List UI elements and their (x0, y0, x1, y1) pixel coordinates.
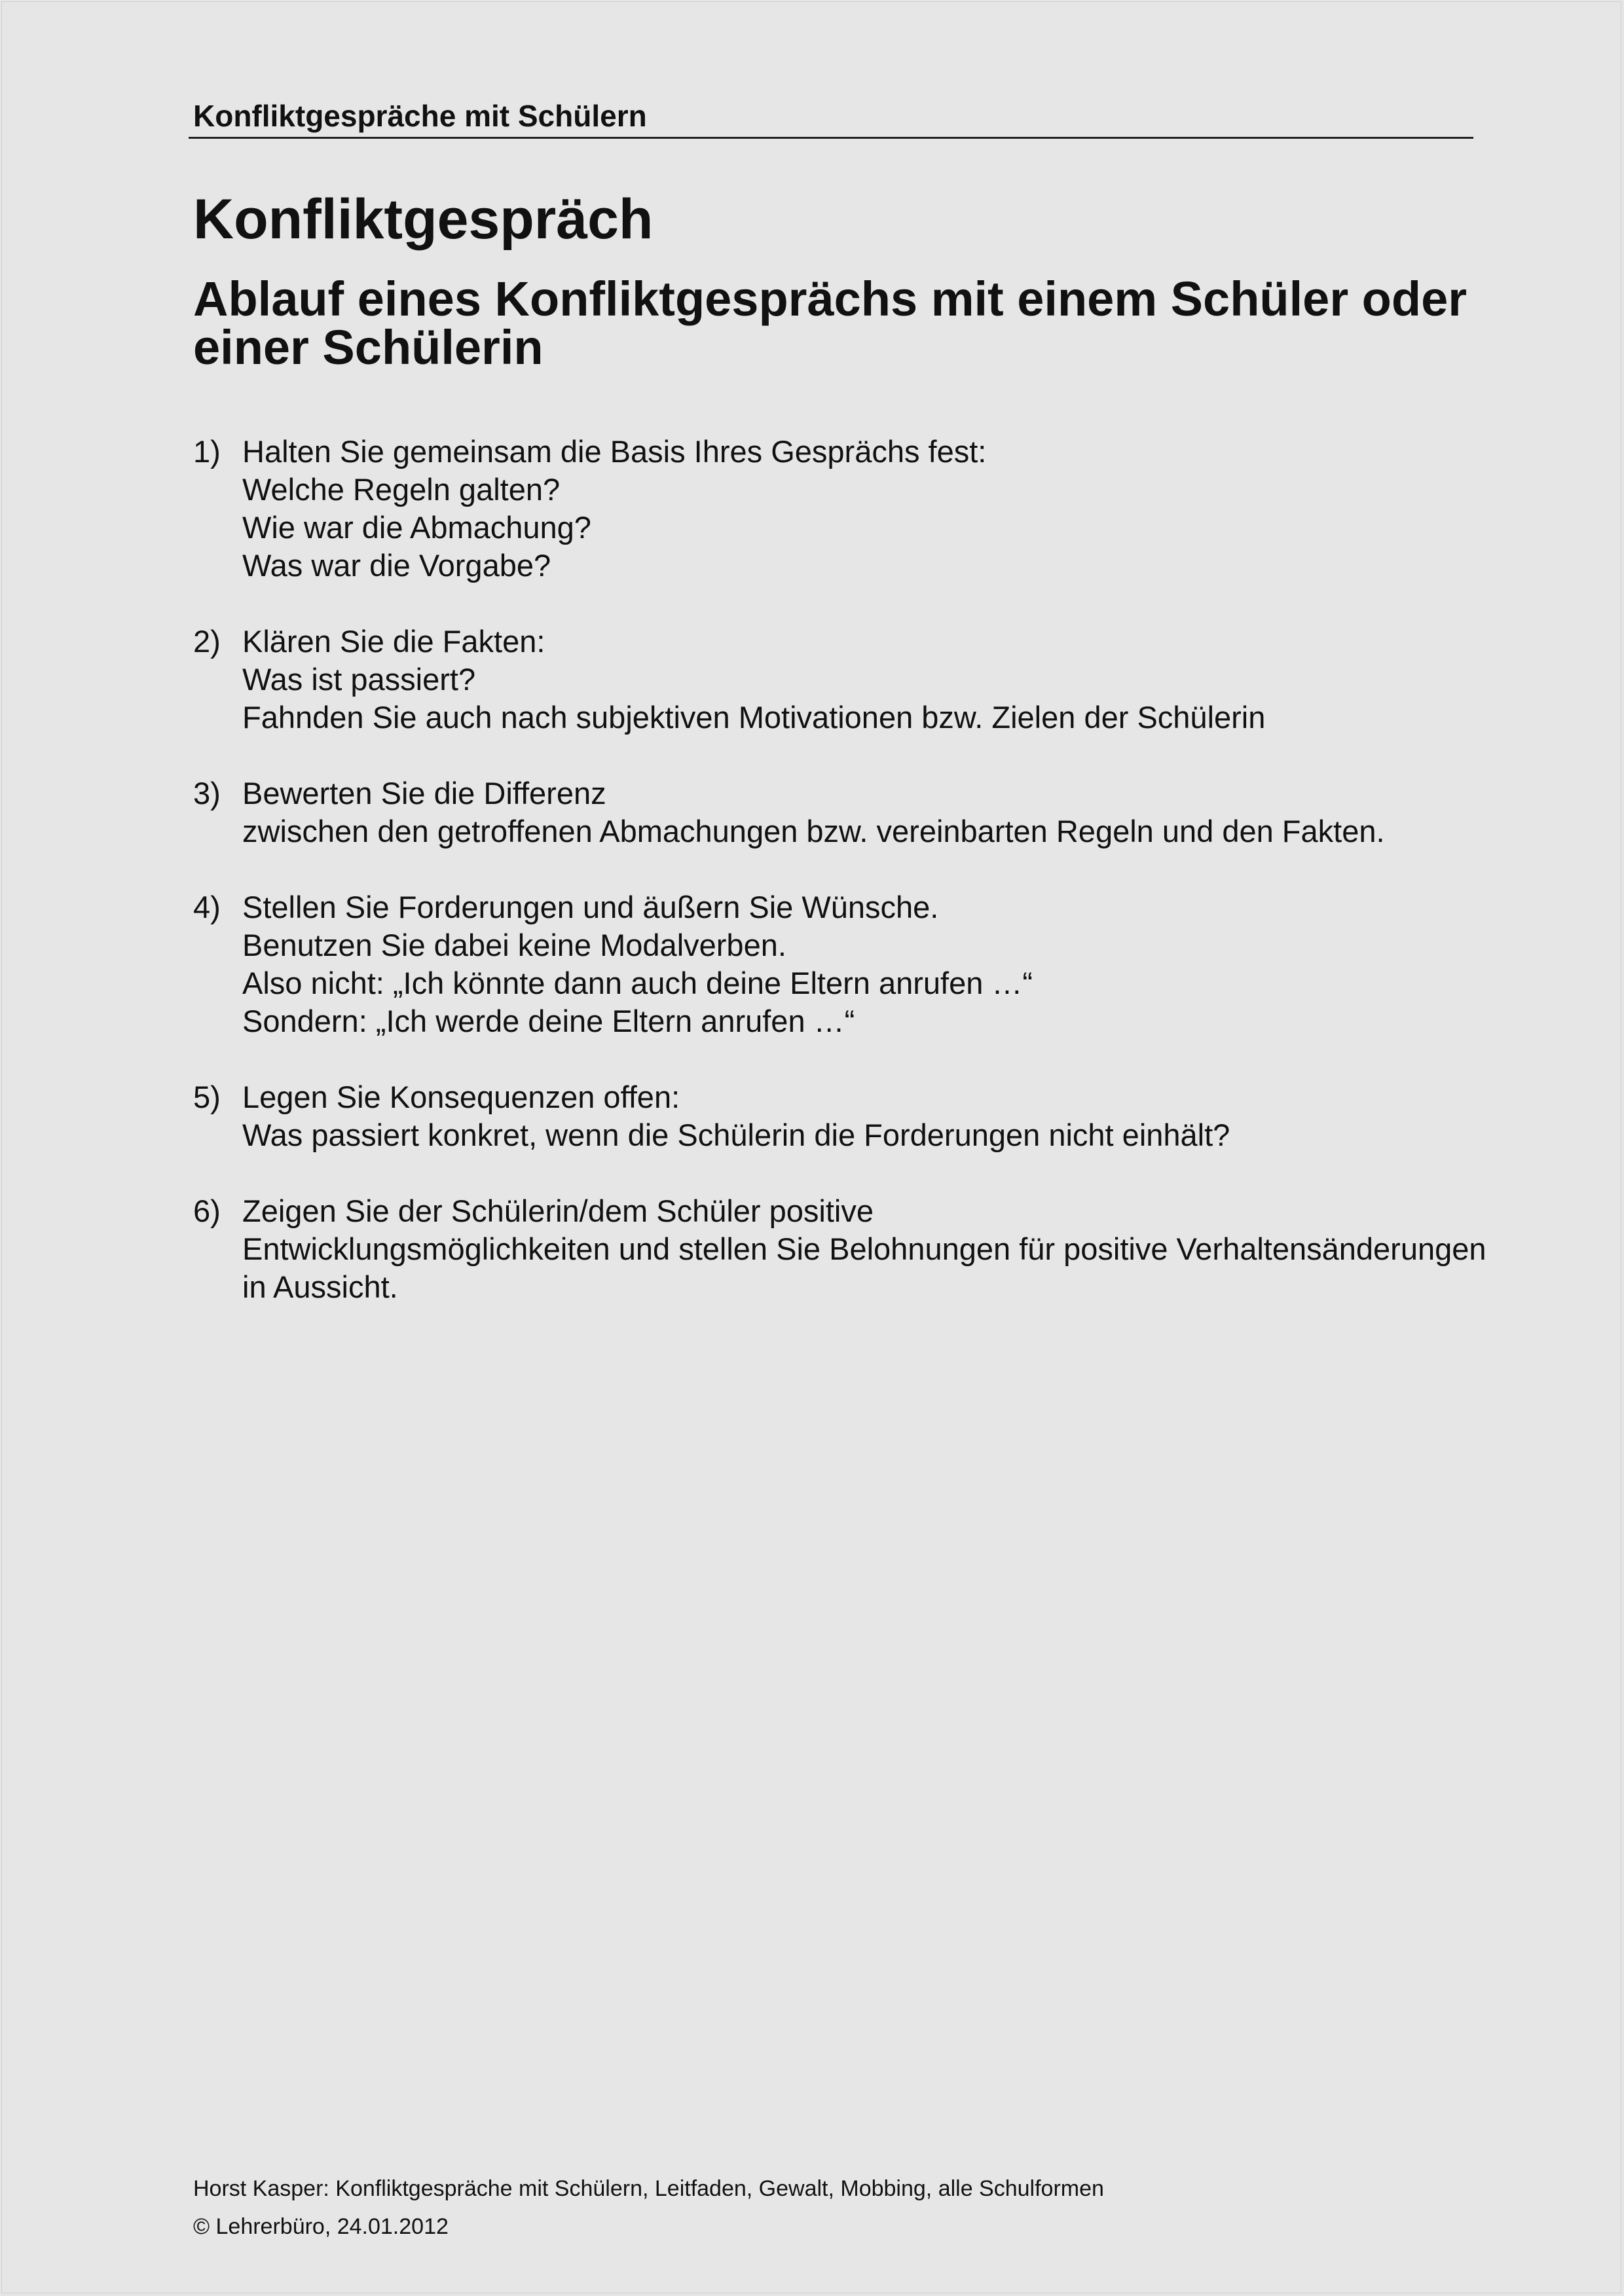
document-subtitle: Ablauf eines Konfliktgesprächs mit einem Schüler oder einer Schülerin (193, 272, 1467, 374)
footer-source: Horst Kasper: Konfliktgespräche mit Schülern, Leitfaden, Gewalt, Mobbing, alle Schulformen (193, 2176, 1104, 2201)
step-line: Benutzen Sie dabei keine Modalverben. (242, 928, 786, 962)
step-item-6 (193, 1192, 1486, 1306)
step-item-3 (193, 774, 1477, 850)
step-line: Was passiert konkret, wenn die Schülerin die Forderungen nicht einhält? (242, 1118, 1230, 1152)
header-rule (189, 137, 1473, 139)
step-item-4 (193, 888, 1477, 1040)
step-line: Welche Regeln galten? (242, 472, 561, 507)
step-line: Halten Sie gemeinsam die Basis Ihres Gesprächs fest: (242, 434, 987, 469)
step-item-1 (193, 433, 1477, 585)
step-line: zwischen den getroffenen Abmachungen bzw. vereinbarten Regeln und den Fakten. (242, 814, 1385, 848)
step-line: Zeigen Sie der Schülerin/dem Schüler positive (242, 1194, 874, 1228)
step-item-5 (193, 1078, 1477, 1154)
step-number: 6) (193, 1194, 221, 1228)
step-number: 1) (193, 434, 221, 469)
step-number: 3) (193, 776, 221, 811)
step-line: in Aussicht. (242, 1269, 398, 1304)
step-line: Klären Sie die Fakten: (242, 624, 545, 659)
step-line: Was ist passiert? (242, 662, 476, 697)
steps-list (193, 433, 1486, 1344)
step-line: Sondern: „Ich werde deine Eltern anrufen …“ (242, 1004, 855, 1038)
step-line: Entwicklungsmöglichkeiten und stellen Sie Belohnungen für positive Verhaltensänderungen (242, 1231, 1486, 1266)
step-line: Legen Sie Konsequenzen offen: (242, 1080, 680, 1114)
step-item-2 (193, 623, 1477, 737)
step-line: Wie war die Abmachung? (242, 510, 591, 545)
step-line: Stellen Sie Forderungen und äußern Sie Wünsche. (242, 890, 939, 924)
step-line: Was war die Vorgabe? (242, 548, 551, 583)
step-line: Fahnden Sie auch nach subjektiven Motivationen bzw. Zielen der Schülerin (242, 700, 1266, 735)
document-title: Konfliktgespräch (193, 188, 654, 251)
step-line: Also nicht: „Ich könnte dann auch deine Eltern anrufen …“ (242, 966, 1033, 1000)
footer (193, 2170, 1104, 2246)
running-header: Konfliktgespräche mit Schülern (193, 99, 647, 133)
step-line: Bewerten Sie die Differenz (242, 776, 606, 811)
footer-copyright: © Lehrerbüro, 24.01.2012 (193, 2214, 449, 2239)
step-number: 2) (193, 624, 221, 659)
step-number: 4) (193, 890, 221, 924)
step-number: 5) (193, 1080, 221, 1114)
